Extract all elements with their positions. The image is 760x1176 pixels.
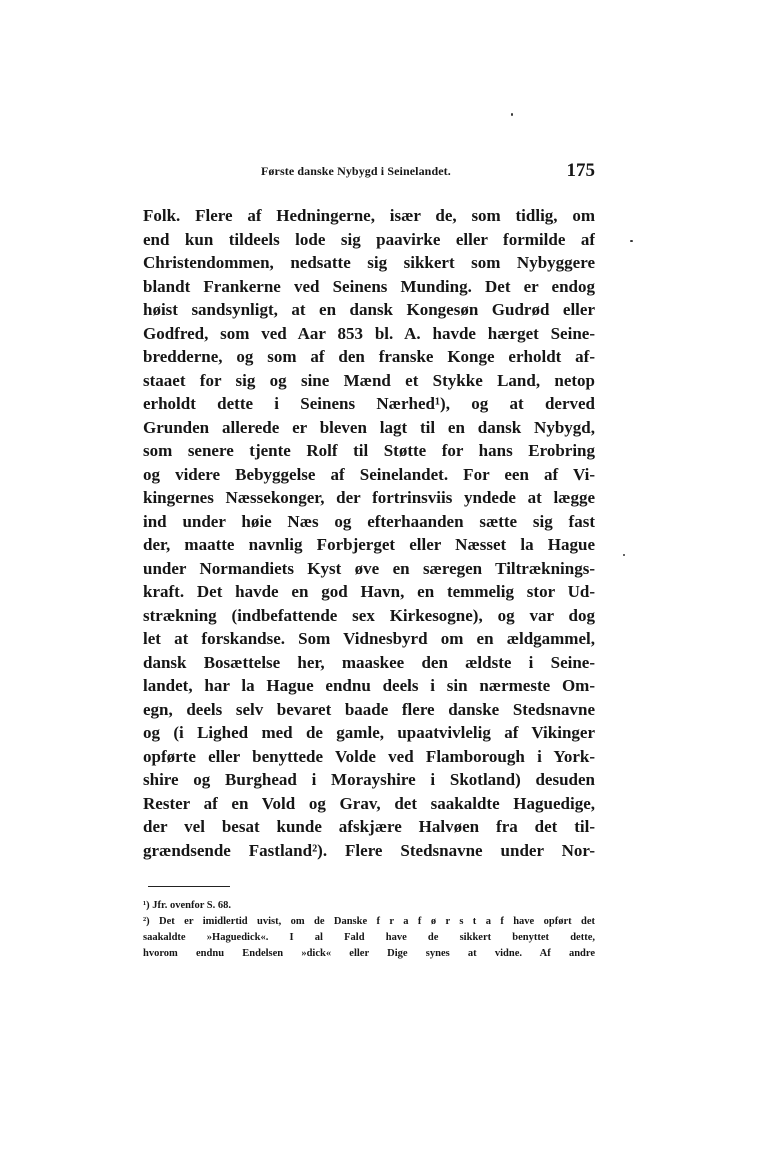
text-line: der vel besat kunde afskjære Halvøen fra det til- [143, 817, 595, 836]
text-line: Christendommen, nedsatte sig sikkert som Nybyggere [143, 253, 595, 272]
text-line: strækning (indbefattende sex Kirkesogne), og var dog [143, 605, 595, 625]
text-line: erholdt dette i Seinens Nærhed¹), og at derved [143, 394, 595, 413]
text-line: Folk. Flere af Hedningerne, især de, som tidlig, om [143, 206, 595, 225]
footnote-2-line: hvorom endnu Endelsen »dick« eller Dige synes at vidne. Af andre [143, 948, 595, 959]
text-line: Rester af en Vold og Grav, det saakaldte Haguedige, [143, 793, 595, 813]
text-line: staaet for sig og sine Mænd et Stykke Land, netop [143, 370, 595, 390]
footnote-rule [148, 886, 230, 887]
footnote-2-line: saakaldte »Haguedick«. I al Fald have de sikkert benyttet dette, [143, 932, 595, 943]
text-line: opførte eller benyttede Volde ved Flamborough i York- [143, 746, 595, 766]
text-line: egn, deels selv bevaret baade flere danske Stedsnavne [143, 699, 595, 719]
body-text [143, 204, 595, 862]
text-line: Grunden allerede er bleven lagt til en dansk Nybygd, [143, 417, 595, 437]
footnote-1: ¹) Jfr. ovenfor S. 68. [143, 900, 232, 911]
text-line: landet, har la Hague endnu deels i sin nærmeste Om- [143, 676, 595, 695]
text-line: høist sandsynligt, at en dansk Kongesøn Gudrød eller [143, 300, 595, 319]
page-header [143, 160, 595, 184]
text-line: shire og Burghead i Morayshire i Skotland) desuden [143, 770, 595, 789]
footnote-2-line: ²) Det er imidlertid uvist, om de Danske f r a f ø r s t a f have opført det [143, 916, 595, 927]
text-line: under Normandiets Kyst øve en særegen Tiltræknings- [143, 558, 595, 578]
text-line: Godfred, som ved Aar 853 bl. A. havde hærget Seine- [143, 323, 595, 343]
text-line: blandt Frankerne ved Seinens Munding. Det er endog [143, 276, 595, 296]
page-number: 175 [566, 160, 595, 181]
text-line: let at forskandse. Som Vidnesbyrd om en ældgammel, [143, 629, 595, 648]
paper-speck [623, 554, 625, 556]
text-line: ind under høie Næs og efterhaanden sætte sig fast [143, 511, 595, 531]
running-title: Første danske Nybygd i Seinelandet. [261, 164, 451, 178]
text-line: bredderne, og som af den franske Konge erholdt af- [143, 347, 595, 366]
footnotes [143, 898, 595, 962]
text-line: dansk Bosættelse her, maaskee den ældste i Seine- [143, 652, 595, 672]
text-line: og (i Lighed med de gamle, upaatvivlelig af Vikinger [143, 723, 595, 742]
text-line: grændsende Fastland²). Flere Stedsnavne under Nor- [143, 840, 595, 860]
text-line: og videre Bebyggelse af Seinelandet. For een af Vi- [143, 464, 595, 484]
text-line: der, maatte navnlig Forbjerget eller Næsset la Hague [143, 535, 595, 554]
text-line: end kun tildeels lode sig paavirke eller formilde af [143, 229, 595, 249]
text-line: kraft. Det havde en god Havn, en temmelig stor Ud- [143, 582, 595, 601]
text-line: kingernes Næssekonger, der fortrinsviis yndede at lægge [143, 488, 595, 507]
text-line: som senere tjente Rolf til Støtte for hans Erobring [143, 441, 595, 460]
paper-speck [511, 113, 513, 116]
paper-speck [630, 240, 633, 242]
